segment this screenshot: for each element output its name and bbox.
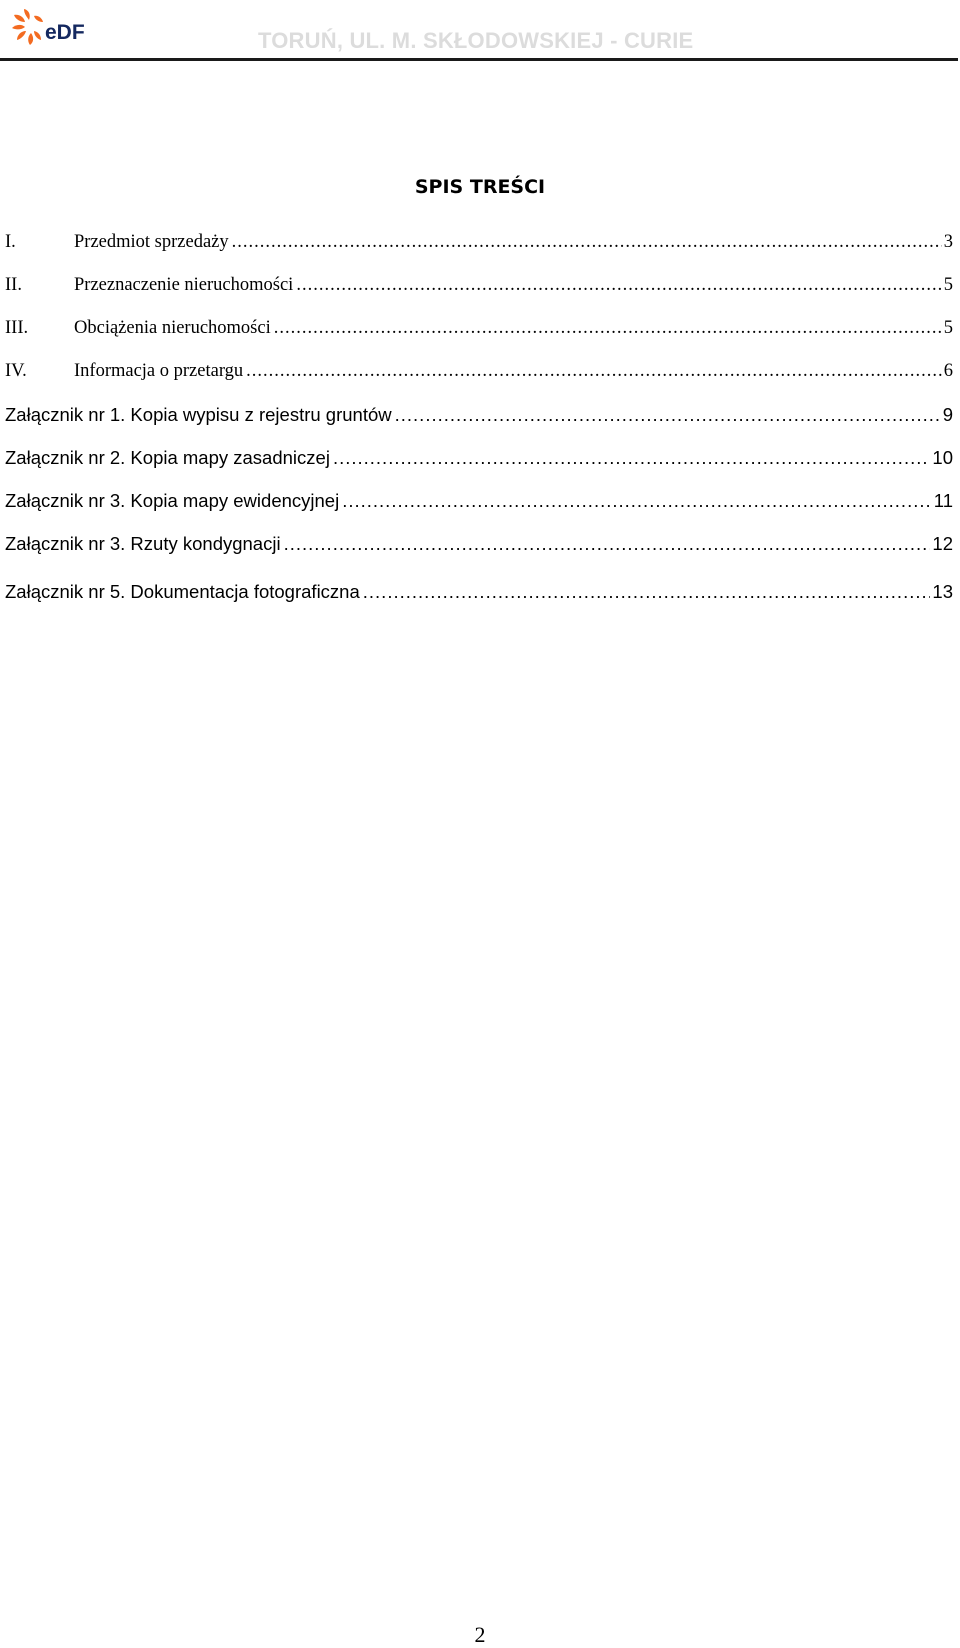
toc-entry-page: 5 xyxy=(943,318,953,338)
toc-title: SPIS TREŚCI xyxy=(414,176,546,198)
toc-dot-leader xyxy=(333,445,930,471)
toc-dot-leader xyxy=(296,272,941,298)
toc-entry-label: Załącznik nr 3. Rzuty kondygnacji xyxy=(5,533,281,554)
toc-entry-page: 6 xyxy=(943,361,953,381)
toc-entry-page: 3 xyxy=(943,232,953,252)
page-number: 2 xyxy=(474,1622,486,1647)
toc-dot-leader xyxy=(246,358,942,384)
toc-entry-label: Informacja o przetargu xyxy=(74,361,244,381)
toc-entry-label: Załącznik nr 5. Dokumentacja fotograficzna xyxy=(5,581,360,602)
toc-entry-label: Załącznik nr 3. Kopia mapy ewidencyjnej xyxy=(5,490,340,511)
toc-entry[interactable] xyxy=(5,358,953,384)
toc-dot-leader xyxy=(232,229,942,255)
toc-entry-page: 10 xyxy=(932,447,953,468)
toc-entry-number: I. xyxy=(5,232,16,252)
toc-entry[interactable] xyxy=(5,272,953,298)
toc-entry-number: II. xyxy=(5,275,22,295)
toc-entry-page: 13 xyxy=(932,581,953,602)
toc-entry[interactable] xyxy=(5,315,953,341)
edf-logo xyxy=(10,6,106,48)
toc-entry-number: IV. xyxy=(5,361,27,381)
toc-entry-label: Przeznaczenie nieruchomości xyxy=(74,275,294,295)
toc-dot-leader xyxy=(274,315,942,341)
toc-entry[interactable] xyxy=(5,402,953,428)
document-header-title: TORUŃ, UL. M. SKŁODOWSKIEJ - CURIE xyxy=(258,28,694,53)
toc-entry-number: III. xyxy=(5,318,29,338)
header-divider xyxy=(0,58,958,61)
toc-entry[interactable] xyxy=(5,488,953,514)
toc-entry-page: 5 xyxy=(943,275,953,295)
toc-dot-leader xyxy=(284,531,931,557)
toc-entry-label: Załącznik nr 1. Kopia wypisu z rejestru gruntów xyxy=(5,404,392,425)
toc-entry-page: 9 xyxy=(942,404,953,425)
toc-entry-label: Obciążenia nieruchomości xyxy=(74,318,271,338)
toc-entry[interactable] xyxy=(5,229,953,255)
toc-dot-leader xyxy=(363,579,931,605)
toc-entry[interactable] xyxy=(5,445,953,471)
toc-entry-page: 11 xyxy=(933,490,953,511)
page-header xyxy=(0,0,960,62)
toc-dot-leader xyxy=(342,488,932,514)
toc-entry[interactable] xyxy=(5,531,953,557)
toc-entry-page: 12 xyxy=(932,533,953,554)
edf-logo-text: eDF xyxy=(45,21,85,44)
toc-dot-leader xyxy=(395,402,941,428)
toc-entry-label: Przedmiot sprzedaży xyxy=(74,232,229,252)
toc-entry[interactable] xyxy=(5,579,953,605)
toc-entry-label: Załącznik nr 2. Kopia mapy zasadniczej xyxy=(5,447,330,468)
